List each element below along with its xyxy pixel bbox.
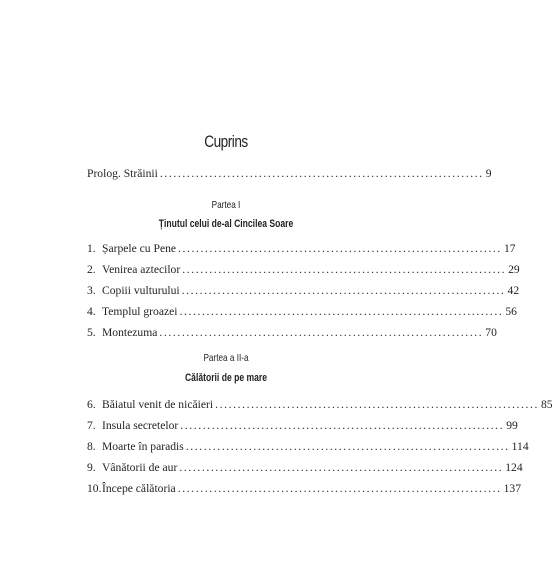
- toc-entry-number: 3.: [87, 284, 96, 297]
- toc-entry-text: Montezuma: [102, 326, 158, 339]
- toc-entry-number: 10.: [87, 482, 102, 495]
- toc-entry-text: Vânătorii de aur: [102, 461, 178, 474]
- leader-dots: ........................................................................: [182, 263, 507, 276]
- toc-entry-number: 5.: [87, 326, 96, 339]
- toc-entry-page: 99: [506, 419, 518, 432]
- toc-entry-number: 7.: [87, 419, 96, 432]
- toc-entry: [87, 418, 518, 434]
- toc-entry-text: Templul groazei: [102, 305, 178, 318]
- toc-entry-text: Moarte în paradis: [102, 440, 184, 453]
- toc-entry: [87, 397, 553, 413]
- toc-entry-page: 17: [503, 242, 516, 255]
- toc-entry-prolog: [87, 166, 492, 182]
- toc-entry-page: 70: [485, 326, 497, 339]
- toc-entry-number: 4.: [87, 305, 96, 318]
- toc-entry: [87, 262, 520, 278]
- toc-entry-number: 1.: [87, 242, 96, 255]
- toc-entry-page: 29: [508, 263, 520, 276]
- toc-entry: [87, 325, 497, 341]
- leader-dots: ........................................................................: [181, 284, 506, 297]
- part-label: Partea a II-a: [203, 352, 249, 364]
- leader-dots: ........................................................................: [180, 419, 505, 432]
- leader-dots: ........................................................................: [178, 242, 502, 255]
- page-title: Cuprins: [204, 132, 248, 151]
- part-label: Partea I: [211, 199, 241, 211]
- toc-entry: [87, 304, 517, 320]
- toc-entry-text: Șarpele cu Pene: [102, 242, 177, 255]
- leader-dots: ........................................................................: [179, 305, 504, 318]
- toc-entry-page: 85: [540, 398, 553, 411]
- part-title: Călătorii de pe mare: [184, 372, 268, 384]
- toc-entry-number: 2.: [87, 263, 96, 276]
- toc-entry-text: Venirea aztecilor: [102, 263, 181, 276]
- toc-entry-text: Băiatul venit de nicăieri: [102, 398, 214, 411]
- toc-entry-text: Copiii vulturului: [102, 284, 180, 297]
- toc-entry-text: Insula secretelor: [102, 419, 179, 432]
- part-title: Ținutul celui de-al Cincilea Soare: [158, 218, 294, 230]
- leader-dots: ........................................................................: [185, 440, 510, 453]
- toc-entry: [87, 241, 516, 257]
- toc-entry-page: 56: [505, 305, 517, 318]
- toc-entry-page: 114: [511, 440, 529, 453]
- toc-entry-page: 9: [485, 167, 492, 180]
- toc-entry-text: Prolog. Străinii: [87, 167, 158, 180]
- toc-entry: [87, 283, 520, 299]
- toc-entry-number: 9.: [87, 461, 96, 474]
- toc-entry: [87, 439, 529, 455]
- toc-entry-page: 124: [505, 461, 523, 474]
- toc-entry: [87, 481, 521, 497]
- toc-entry-number: 6.: [87, 398, 96, 411]
- leader-dots: ........................................................................: [215, 398, 539, 411]
- toc-entry-text: Începe călătoria: [102, 482, 176, 495]
- leader-dots: ........................................................................: [179, 461, 504, 474]
- toc-entry-page: 137: [503, 482, 521, 495]
- leader-dots: ........................................................................: [177, 482, 502, 495]
- leader-dots: ........................................................................: [159, 326, 484, 339]
- toc-entry-number: 8.: [87, 440, 96, 453]
- toc-entry: [87, 460, 523, 476]
- leader-dots: ........................................................................: [159, 167, 484, 180]
- toc-entry-page: 42: [507, 284, 520, 297]
